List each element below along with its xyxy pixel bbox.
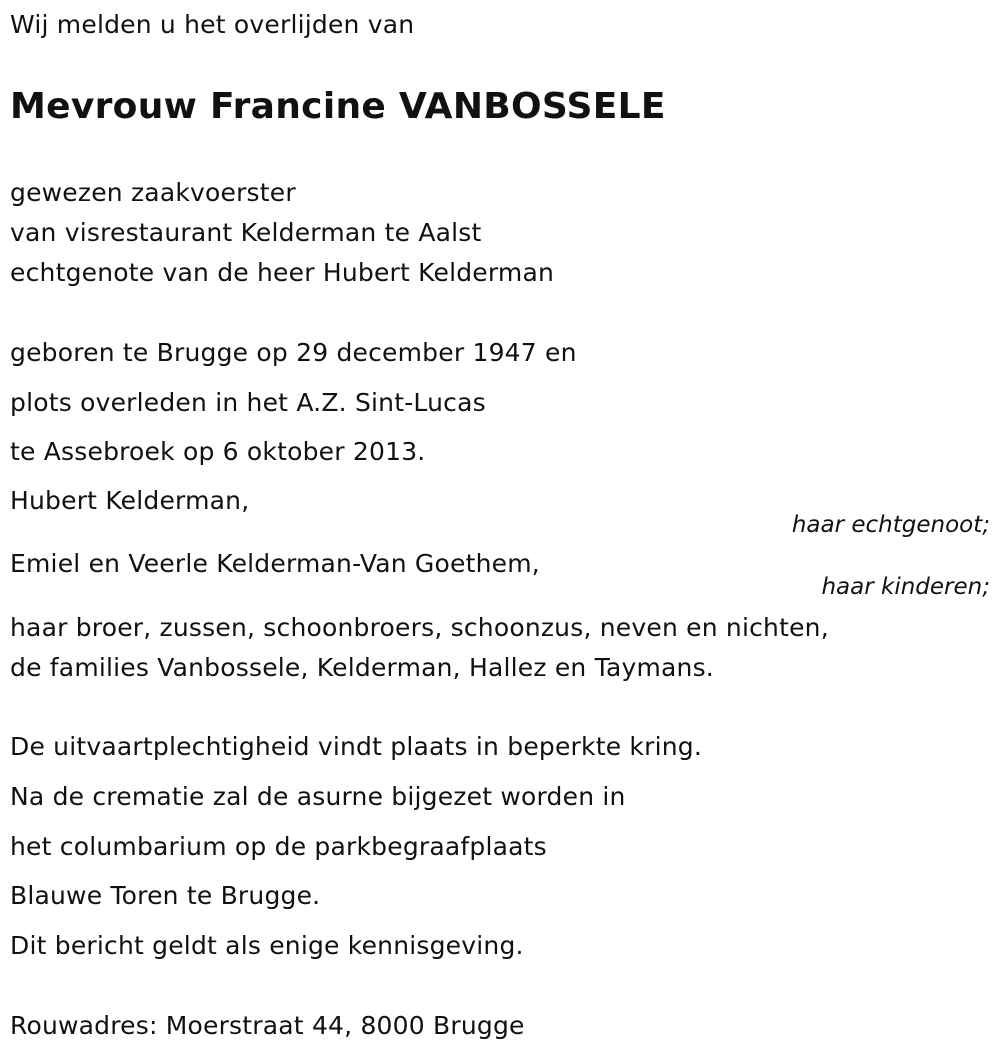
mourning-address: Rouwadres: Moerstraat 44, 8000 Brugge [10, 1011, 525, 1040]
spouse-role: haar echtgenoot; [791, 512, 990, 538]
children-name: Emiel en Veerle Kelderman-Van Goethem, [10, 549, 540, 578]
deceased-name: Mevrouw Francine VANBOSSELE [10, 86, 666, 127]
family-line: haar broer, zussen, schoonbroers, schoonzus, neven en nichten, [10, 613, 829, 642]
bio-line: van visrestaurant Kelderman te Aalst [10, 218, 482, 247]
children-role: haar kinderen; [821, 574, 990, 600]
bio-line: gewezen zaakvoerster [10, 178, 296, 207]
dates-line: te Assebroek op 6 oktober 2013. [10, 437, 426, 466]
funeral-line: Na de crematie zal de asurne bijgezet worden in [10, 782, 626, 811]
funeral-line: De uitvaartplechtigheid vindt plaats in beperkte kring. [10, 732, 702, 761]
funeral-line: Dit bericht geldt als enige kennisgeving. [10, 931, 524, 960]
dates-line: plots overleden in het A.Z. Sint-Lucas [10, 388, 486, 417]
dates-line: geboren te Brugge op 29 december 1947 en [10, 338, 577, 367]
intro-text: Wij melden u het overlijden van [10, 10, 415, 39]
funeral-line: het columbarium op de parkbegraafplaats [10, 832, 547, 861]
bio-line: echtgenote van de heer Hubert Kelderman [10, 258, 555, 287]
family-line: de families Vanbossele, Kelderman, Hallez en Taymans. [10, 653, 714, 682]
spouse-name: Hubert Kelderman, [10, 486, 250, 515]
funeral-line: Blauwe Toren te Brugge. [10, 881, 321, 910]
